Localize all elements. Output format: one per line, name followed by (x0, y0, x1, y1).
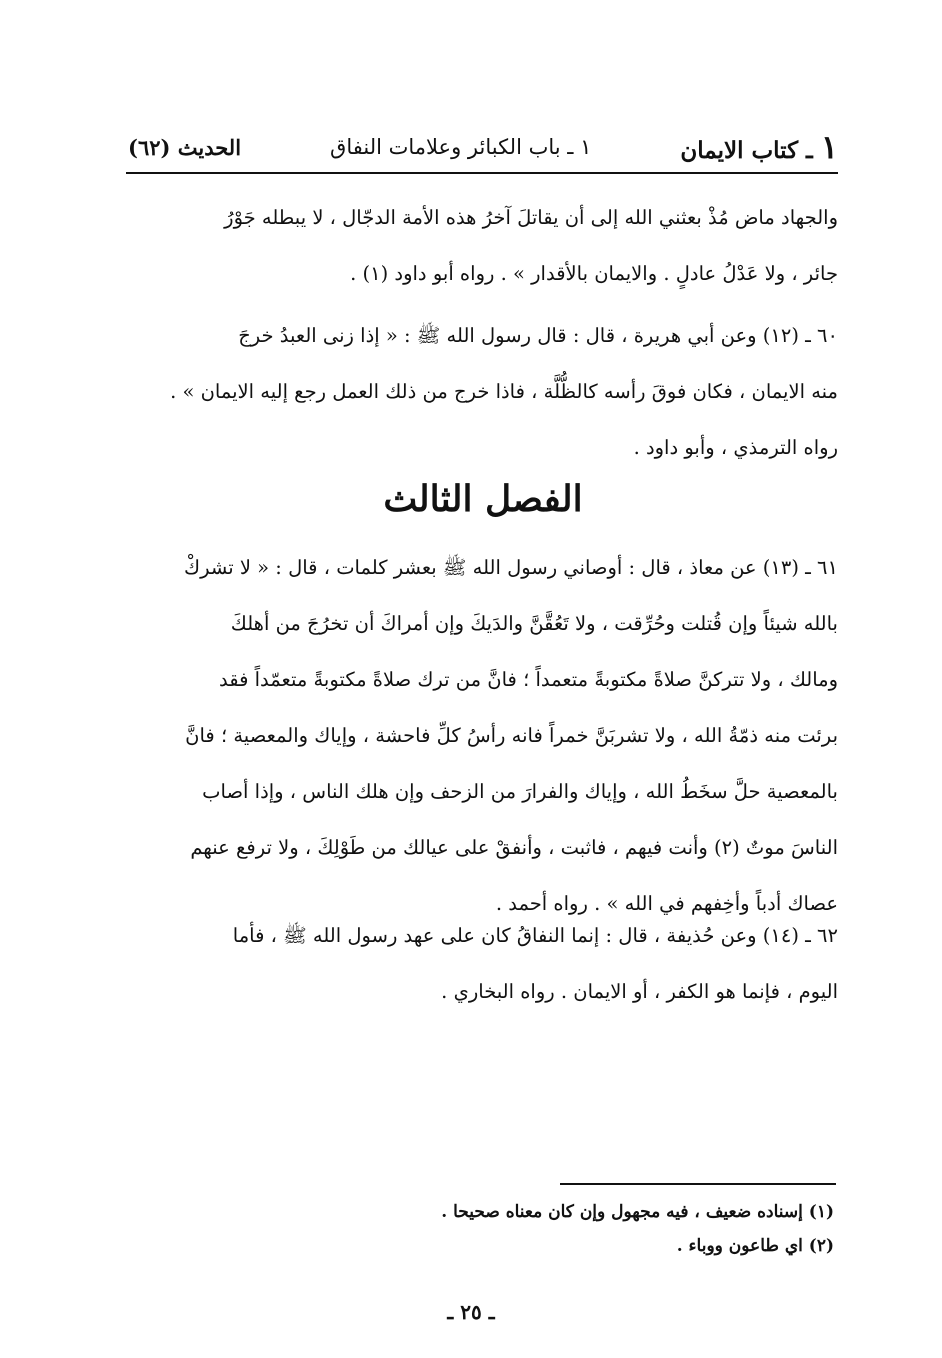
footnote-1: (١) إسناده ضعيف ، فيه مجهول وإن كان معناه صحيحا . (441, 1202, 834, 1222)
text-line: ومالك ، ولا تتركنَّ صلاةً مكتوبةً متعمداً ؛ فانَّ من ترك صلاةً مكتوبةً متعمّداً فقد (219, 668, 838, 691)
chapter-label: ـ كتاب الايمان (680, 137, 813, 164)
page-number: ـ ٢٥ ـ (447, 1300, 495, 1324)
text-line: عصاك أدباً وأخِفهم في الله » . رواه أحمد . (495, 892, 838, 915)
text-line: رواه الترمذي ، وأبو داود . (633, 436, 838, 459)
text-line: ٦١ ـ (١٣) عن معاذ ، قال : أوصاني رسول الله ﷺ بعشر كلمات ، قال : « لا تشركْ (184, 556, 838, 579)
text-line: اليوم ، فإنما هو الكفر ، أو الايمان . رواه البخاري . (441, 980, 838, 1003)
text-line: بالمعصية حلَّ سخَطُ الله ، وإياك والفرارَ من الزحف وإن هلك الناس ، وإذا أصاب (202, 780, 838, 803)
text-line: جائر ، ولا عَدْلُ عادلٍ . والايمان بالأقدار » . رواه أبو داود (١) . (350, 262, 838, 285)
text-line: برئت منه ذمّةُ الله ، ولا تشربَنَّ خمراً فانه رأسُ كلِّ فاحشة ، وإياك والمعصية ؛ فانَّ (185, 724, 838, 747)
text-line: منه الايمان ، فكان فوقَ رأسه كالظُّلَّة ، فاذا خرج من ذلك العمل رجع إليه الايمان » . (170, 380, 838, 403)
footnotes (128, 1195, 834, 1263)
header-rule (126, 172, 838, 174)
text-line: بالله شيئاً وإن قُتلت وحُرِّقت ، ولا تَعُقَّنَّ والدَيكَ وإن أمراكَ أن تخرُجَ من أهلكَ (230, 612, 838, 635)
paragraph-continuation (128, 190, 838, 302)
paragraph-hadith-61 (128, 540, 838, 932)
text-line: والجهاد ماض مُذْ بعثني الله إلى أن يقاتلَ آخرُ هذه الأمة الدجّال ، لا يبطله جَوْرُ (224, 206, 838, 229)
text-line: ٦٠ ـ (١٢) وعن أبي هريرة ، قال : قال رسول الله ﷺ : « إذا زنى العبدُ خرجَ (238, 324, 838, 347)
section-title: الفصل الثالث (383, 478, 583, 520)
text-line: الناسَ موتٌ (٢) وأنت فيهم ، فاثبت ، وأنفقْ على عيالك من طَوْلِكَ ، ولا ترفع عنهم (190, 836, 838, 859)
hadith-reference: الحديث (٦٢) (128, 134, 242, 160)
chapter-number: ١ (820, 128, 838, 166)
running-header (128, 126, 838, 168)
text-line: ٦٢ ـ (١٤) وعن حُذيفة ، قال : إنما النفاقُ كان على عهد رسول الله ﷺ ، فأما (232, 924, 838, 947)
text-block-continuation (128, 190, 838, 482)
section-heading: ١ ـ باب الكبائر وعلامات النفاق (330, 135, 592, 159)
text-block-hadith-62 (128, 908, 838, 1026)
footnote-rule (560, 1183, 836, 1185)
footnote-2: (٢) اي طاعون ووباء . (676, 1236, 834, 1256)
chapter-title (680, 128, 838, 166)
text-block-hadith-61 (128, 540, 838, 938)
paragraph-hadith-62 (128, 908, 838, 1020)
paragraph-hadith-60 (128, 308, 838, 476)
